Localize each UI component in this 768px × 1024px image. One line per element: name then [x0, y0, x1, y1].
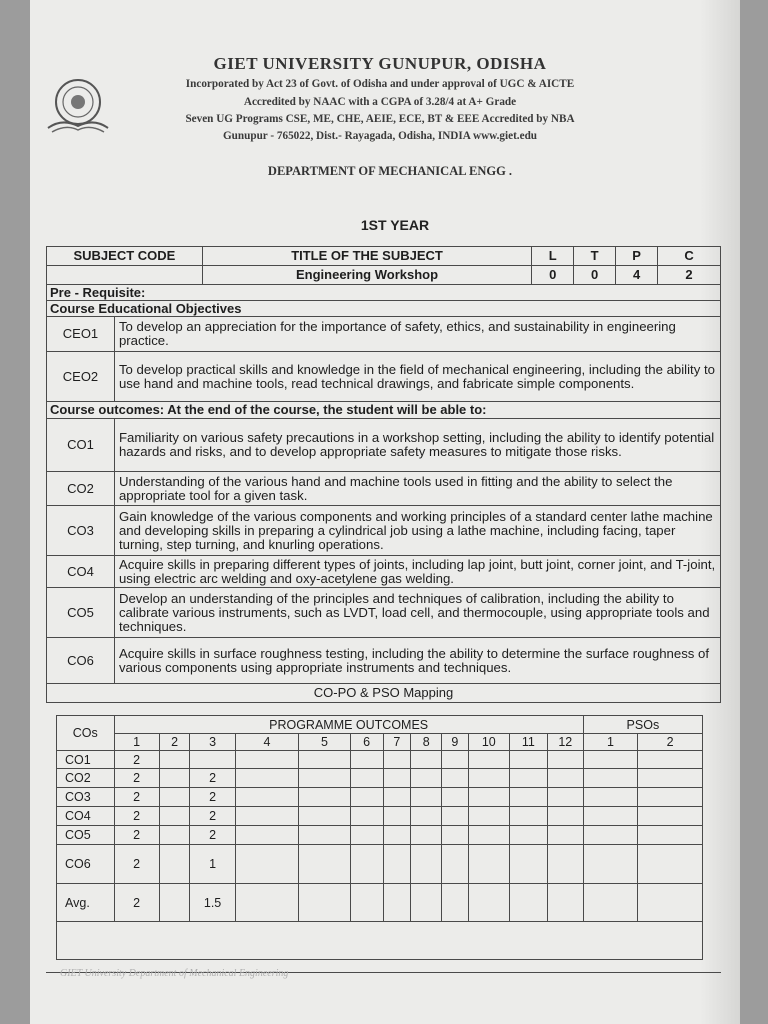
- po-number-header: 8: [411, 734, 442, 751]
- mapping-cell: [299, 788, 350, 807]
- mapping-cell: [159, 807, 190, 826]
- mapping-cell: [638, 807, 703, 826]
- po-number-header: 1: [114, 734, 159, 751]
- mapping-cell: [509, 751, 547, 769]
- mapping-cell: [383, 751, 411, 769]
- mapping-cell: [509, 884, 547, 922]
- mapping-co-label: Avg.: [57, 884, 115, 922]
- department-name: DEPARTMENT OF MECHANICAL ENGG .: [267, 164, 513, 178]
- year-label: 1ST YEAR: [360, 217, 430, 233]
- mapping-cell: [235, 884, 299, 922]
- mapping-co-label: CO1: [57, 751, 115, 769]
- mapping-cell: [509, 826, 547, 845]
- mapping-blank-row: [57, 922, 703, 960]
- mapping-cell: [468, 807, 509, 826]
- mapping-cell: 1.5: [190, 884, 235, 922]
- university-name: GIET UNIVERSITY GUNUPUR, ODISHA: [213, 54, 547, 73]
- mapping-cell: [442, 751, 469, 769]
- co-heading: Course outcomes: At the end of the course, the student will be able to:: [47, 402, 721, 419]
- mapping-row: [57, 769, 703, 788]
- mapping-cell: [411, 807, 442, 826]
- mapping-cell: [442, 769, 469, 788]
- mapping-row: [57, 845, 703, 884]
- header-line-1: Incorporated by Act 23 of Govt. of Odisha and under approval of UGC & AICTE: [185, 78, 575, 90]
- mapping-cell: [547, 884, 583, 922]
- po-number-header: 3: [190, 734, 235, 751]
- mapping-cell: [159, 751, 190, 769]
- mapping-row: [57, 788, 703, 807]
- mapping-cell: [547, 751, 583, 769]
- mapping-cell: [383, 826, 411, 845]
- mapping-cell: [547, 845, 583, 884]
- mapping-cell: [509, 769, 547, 788]
- mapping-cell: [350, 769, 383, 788]
- mapping-co-label: CO2: [57, 769, 115, 788]
- mapping-cell: [547, 769, 583, 788]
- mapping-cell: [638, 751, 703, 769]
- c-value: 2: [658, 266, 721, 285]
- mapping-cell: 2: [114, 845, 159, 884]
- university-seal-logo: [42, 72, 114, 138]
- mapping-cell: [383, 845, 411, 884]
- mapping-cell: [159, 845, 190, 884]
- mapping-title: CO-PO & PSO Mapping: [47, 684, 721, 703]
- mapping-cell: [235, 845, 299, 884]
- po-number-header: 7: [383, 734, 411, 751]
- footer-watermark: GIET University Department of Mechanical Engineering: [60, 968, 289, 979]
- header-line-3: Seven UG Programs CSE, ME, CHE, AEIE, ECE, BT & EEE Accredited by NBA: [185, 113, 575, 125]
- mapping-cell: [299, 769, 350, 788]
- mapping-cell: [350, 845, 383, 884]
- ceo-id: CEO2: [47, 352, 115, 402]
- co-text: Acquire skills in preparing different types of joints, including lap joint, butt joint, corner joint, and T-joint, using electric arc welding and oxy-acetylene gas welding.: [114, 556, 720, 588]
- subject-code-label: SUBJECT CODE: [47, 247, 203, 266]
- mapping-cell: [383, 884, 411, 922]
- mapping-cell: [468, 769, 509, 788]
- mapping-cell: [411, 788, 442, 807]
- mapping-cell: [583, 826, 637, 845]
- subject-code-value: [47, 266, 203, 285]
- mapping-row: [57, 884, 703, 922]
- mapping-cell: [299, 845, 350, 884]
- mapping-cell: [468, 884, 509, 922]
- mapping-cell: [638, 884, 703, 922]
- mapping-cell: [583, 769, 637, 788]
- po-number-header: 4: [235, 734, 299, 751]
- mapping-cell: [442, 845, 469, 884]
- cos-header: COs: [57, 716, 115, 751]
- mapping-cell: [442, 788, 469, 807]
- mapping-cell: [350, 884, 383, 922]
- mapping-cell: 2: [114, 788, 159, 807]
- mapping-cell: [299, 884, 350, 922]
- mapping-cell: [468, 788, 509, 807]
- mapping-cell: 2: [114, 751, 159, 769]
- mapping-cell: 2: [114, 826, 159, 845]
- mapping-row: [57, 751, 703, 769]
- ceo-id: CEO1: [47, 317, 115, 352]
- programme-outcomes-header: PROGRAMME OUTCOMES: [114, 716, 583, 734]
- mapping-co-label: CO6: [57, 845, 115, 884]
- mapping-cell: [638, 788, 703, 807]
- po-number-header: 9: [442, 734, 469, 751]
- co-text: Familiarity on various safety precautions in a workshop setting, including the ability to identify potential hazards and risks, and to develop appropriate safety measures to mitigate those risks.: [114, 419, 720, 472]
- mapping-cell: [299, 807, 350, 826]
- t-value: 0: [574, 266, 616, 285]
- mapping-co-label: CO4: [57, 807, 115, 826]
- co-text: Gain knowledge of the various components and working principles of a standard center lathe machine and developing skills in preparing a cylindrical job using a lathe machine, including facing, taper turning, step turning, and knurling operations.: [114, 506, 720, 556]
- mapping-cell: [583, 845, 637, 884]
- mapping-cell: [299, 751, 350, 769]
- mapping-cell: [235, 788, 299, 807]
- mapping-cell: 1: [190, 845, 235, 884]
- l-label: L: [532, 247, 574, 266]
- mapping-cell: [583, 884, 637, 922]
- po-number-header: 12: [547, 734, 583, 751]
- co-text: Acquire skills in surface roughness testing, including the ability to determine the surface roughness of various components using appropriate instruments and techniques.: [114, 638, 720, 684]
- mapping-cell: 2: [190, 788, 235, 807]
- mapping-cell: 2: [114, 769, 159, 788]
- mapping-cell: [442, 826, 469, 845]
- mapping-cell: [159, 788, 190, 807]
- header-line-4: Gunupur - 765022, Dist.- Rayagada, Odisha, INDIA www.giet.edu: [222, 130, 538, 142]
- mapping-cell: [411, 769, 442, 788]
- ceo-text: To develop an appreciation for the importance of safety, ethics, and sustainability in engineering practice.: [114, 317, 720, 352]
- mapping-cell: [638, 826, 703, 845]
- co-id: CO2: [47, 472, 115, 506]
- mapping-cell: [509, 788, 547, 807]
- mapping-cell: [159, 769, 190, 788]
- mapping-cell: [547, 826, 583, 845]
- mapping-cell: 2: [190, 807, 235, 826]
- p-label: P: [616, 247, 658, 266]
- mapping-cell: [235, 807, 299, 826]
- mapping-cell: [468, 751, 509, 769]
- po-number-header: 11: [509, 734, 547, 751]
- mapping-cell: [159, 884, 190, 922]
- mapping-cell: [235, 826, 299, 845]
- co-po-mapping-table: [56, 715, 703, 960]
- mapping-cell: 2: [114, 884, 159, 922]
- co-id: CO3: [47, 506, 115, 556]
- mapping-cell: [383, 788, 411, 807]
- p-value: 4: [616, 266, 658, 285]
- psos-header: PSOs: [583, 716, 702, 734]
- c-label: C: [658, 247, 721, 266]
- mapping-cell: [509, 845, 547, 884]
- mapping-cell: [411, 826, 442, 845]
- mapping-cell: [350, 751, 383, 769]
- pso-number-header: 2: [638, 734, 703, 751]
- co-text: Understanding of the various hand and machine tools used in fitting and the ability to select the appropriate tool for a given task.: [114, 472, 720, 506]
- mapping-cell: [468, 826, 509, 845]
- co-id: CO1: [47, 419, 115, 472]
- mapping-cell: [235, 751, 299, 769]
- mapping-co-label: CO5: [57, 826, 115, 845]
- pso-number-header: 1: [583, 734, 637, 751]
- co-id: CO6: [47, 638, 115, 684]
- mapping-cell: [547, 788, 583, 807]
- t-label: T: [574, 247, 616, 266]
- subject-title-label: TITLE OF THE SUBJECT: [202, 247, 531, 266]
- po-number-header: 6: [350, 734, 383, 751]
- mapping-cell: [468, 845, 509, 884]
- mapping-cell: 2: [190, 769, 235, 788]
- co-id: CO4: [47, 556, 115, 588]
- mapping-cell: [583, 788, 637, 807]
- mapping-cell: [383, 769, 411, 788]
- mapping-cell: [411, 884, 442, 922]
- po-number-header: 10: [468, 734, 509, 751]
- mapping-cell: 2: [114, 807, 159, 826]
- mapping-cell: [638, 769, 703, 788]
- mapping-cell: [583, 751, 637, 769]
- mapping-cell: [350, 826, 383, 845]
- course-table: [46, 246, 721, 703]
- mapping-row: [57, 807, 703, 826]
- header-line-2: Accredited by NAAC with a CGPA of 3.28/4 at A+ Grade: [243, 96, 517, 108]
- mapping-cell: [159, 826, 190, 845]
- mapping-cell: [190, 751, 235, 769]
- mapping-cell: [442, 807, 469, 826]
- co-id: CO5: [47, 588, 115, 638]
- ceo-text: To develop practical skills and knowledge in the field of mechanical engineering, including the ability to use hand and machine tools, read technical drawings, and fabricate simple components.: [114, 352, 720, 402]
- co-text: Develop an understanding of the principles and techniques of calibration, including the ability to calibrate various instruments, such as LVDT, load cell, and thermocouple, using appropriate tools and techniques.: [114, 588, 720, 638]
- prerequisite-label: Pre - Requisite:: [47, 285, 721, 301]
- mapping-cell: [638, 845, 703, 884]
- po-number-header: 2: [159, 734, 190, 751]
- mapping-cell: [235, 769, 299, 788]
- ceo-heading: Course Educational Objectives: [47, 301, 721, 317]
- mapping-cell: [299, 826, 350, 845]
- mapping-row: [57, 826, 703, 845]
- mapping-cell: [350, 788, 383, 807]
- mapping-cell: 2: [190, 826, 235, 845]
- mapping-cell: [411, 845, 442, 884]
- mapping-co-label: CO3: [57, 788, 115, 807]
- po-number-header: 5: [299, 734, 350, 751]
- mapping-cell: [509, 807, 547, 826]
- mapping-cell: [442, 884, 469, 922]
- mapping-cell: [411, 751, 442, 769]
- mapping-cell: [350, 807, 383, 826]
- mapping-cell: [383, 807, 411, 826]
- l-value: 0: [532, 266, 574, 285]
- subject-title-value: Engineering Workshop: [202, 266, 531, 285]
- mapping-cell: [547, 807, 583, 826]
- mapping-cell: [583, 807, 637, 826]
